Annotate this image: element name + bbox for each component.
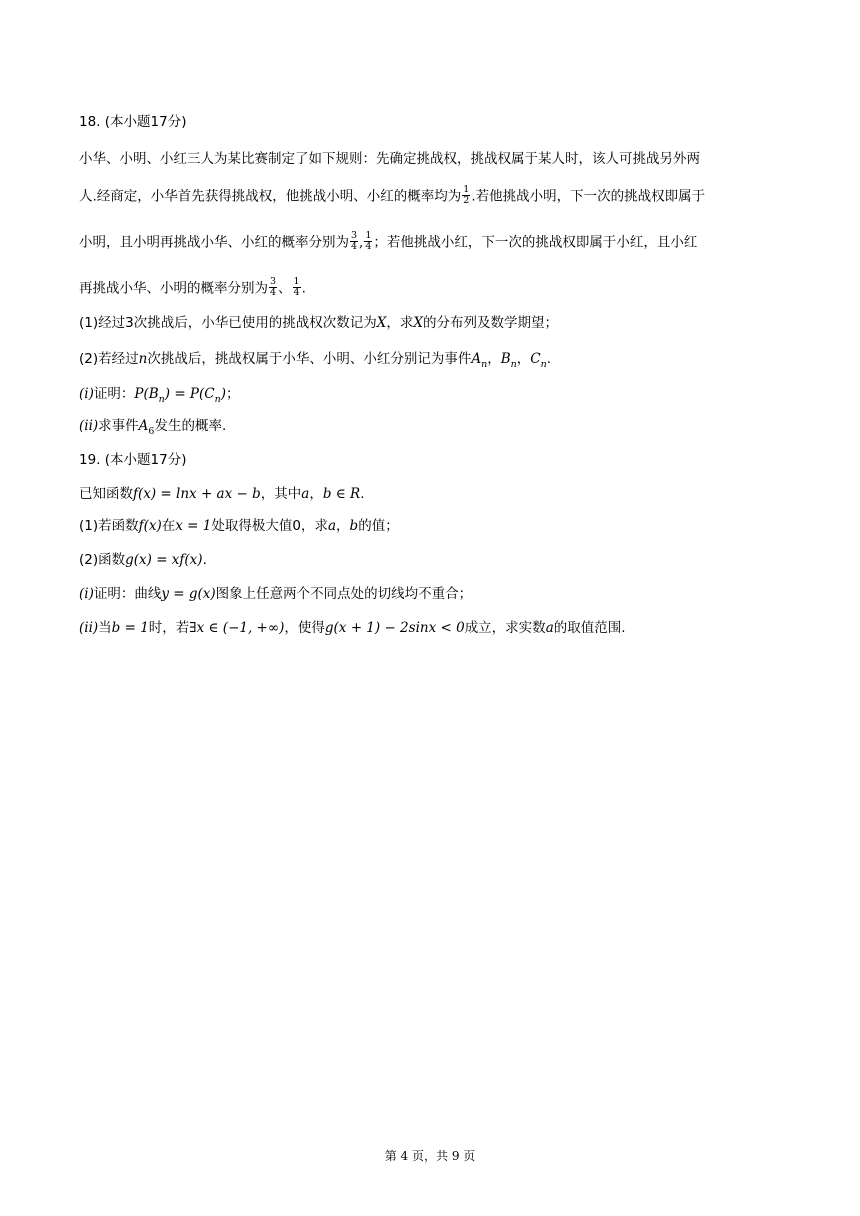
q18-intro-line-4: 再挑战小华、小明的概率分别为 $\frac{3}{4}$ 、 $\frac{1}{4}$ .	[79, 276, 306, 298]
q18-header: 18. (本小题17分)	[79, 114, 187, 130]
fraction-one-quarter-2: $\frac{1}{4}$	[293, 276, 300, 298]
q19-header: 19. (本小题17分)	[79, 452, 187, 468]
q19-part-2-ii: (ii)当b = 1时，若∃x ∈ (−1, +∞)，使得g(x + 1) − 2sinx < 0成立，求实数a的取值范围.	[79, 620, 626, 636]
q18-part-2-i: (i)证明：$P(B_n) = P(C_n)$；	[79, 386, 240, 405]
q18-part-1: (1)经过3次挑战后，小华已使用的挑战权次数记为X，求X的分布列及数学期望；	[79, 315, 558, 331]
q18-intro-line-1: 小华、小明、小红三人为某比赛制定了如下规则：先确定挑战权，挑战权属于某人时，该人可挑战另外两	[79, 151, 700, 167]
q18-part-2: (2)若经过n次挑战后，挑战权属于小华、小明、小红分别记为事件$A_n$，$B_n$，$C_n$.	[79, 351, 552, 370]
fraction-one-quarter: $\frac{1}{4}$	[365, 230, 372, 252]
page-footer: 第 4 页，共 9 页	[384, 1149, 476, 1163]
q19-part-2: (2)函数g(x) = xf(x).	[79, 552, 207, 568]
fraction-three-quarters: $\frac{3}{4}$	[351, 230, 358, 252]
fraction-three-quarters-2: $\frac{3}{4}$	[270, 276, 277, 298]
q18-part-2-ii: (ii)求事件$A_6$发生的概率.	[79, 418, 227, 437]
fraction-one-half: $\frac{1}{2}$	[463, 184, 470, 206]
q19-part-2-i: (i)证明：曲线y = g(x)图象上任意两个不同点处的切线均不重合；	[79, 586, 473, 602]
q18-intro-line-2: 人.经商定，小华首先获得挑战权，他挑战小明、小红的概率均为 $\frac{1}{2}$ .若他挑战小明，下一次的挑战权即属于	[79, 184, 706, 206]
q18-intro-line-3: 小明，且小明再挑战小华、小红的概率分别为 $\frac{3}{4}$ , $\frac{1}{4}$ ；若他挑战小红，下一次的挑战权即属于小红，且小红	[79, 230, 698, 252]
q19-part-1: (1)若函数f(x)在x = 1处取得极大值0，求a，b的值；	[79, 518, 399, 534]
q19-given: 已知函数f(x) = lnx + ax − b，其中a，b ∈ R.	[79, 486, 365, 502]
